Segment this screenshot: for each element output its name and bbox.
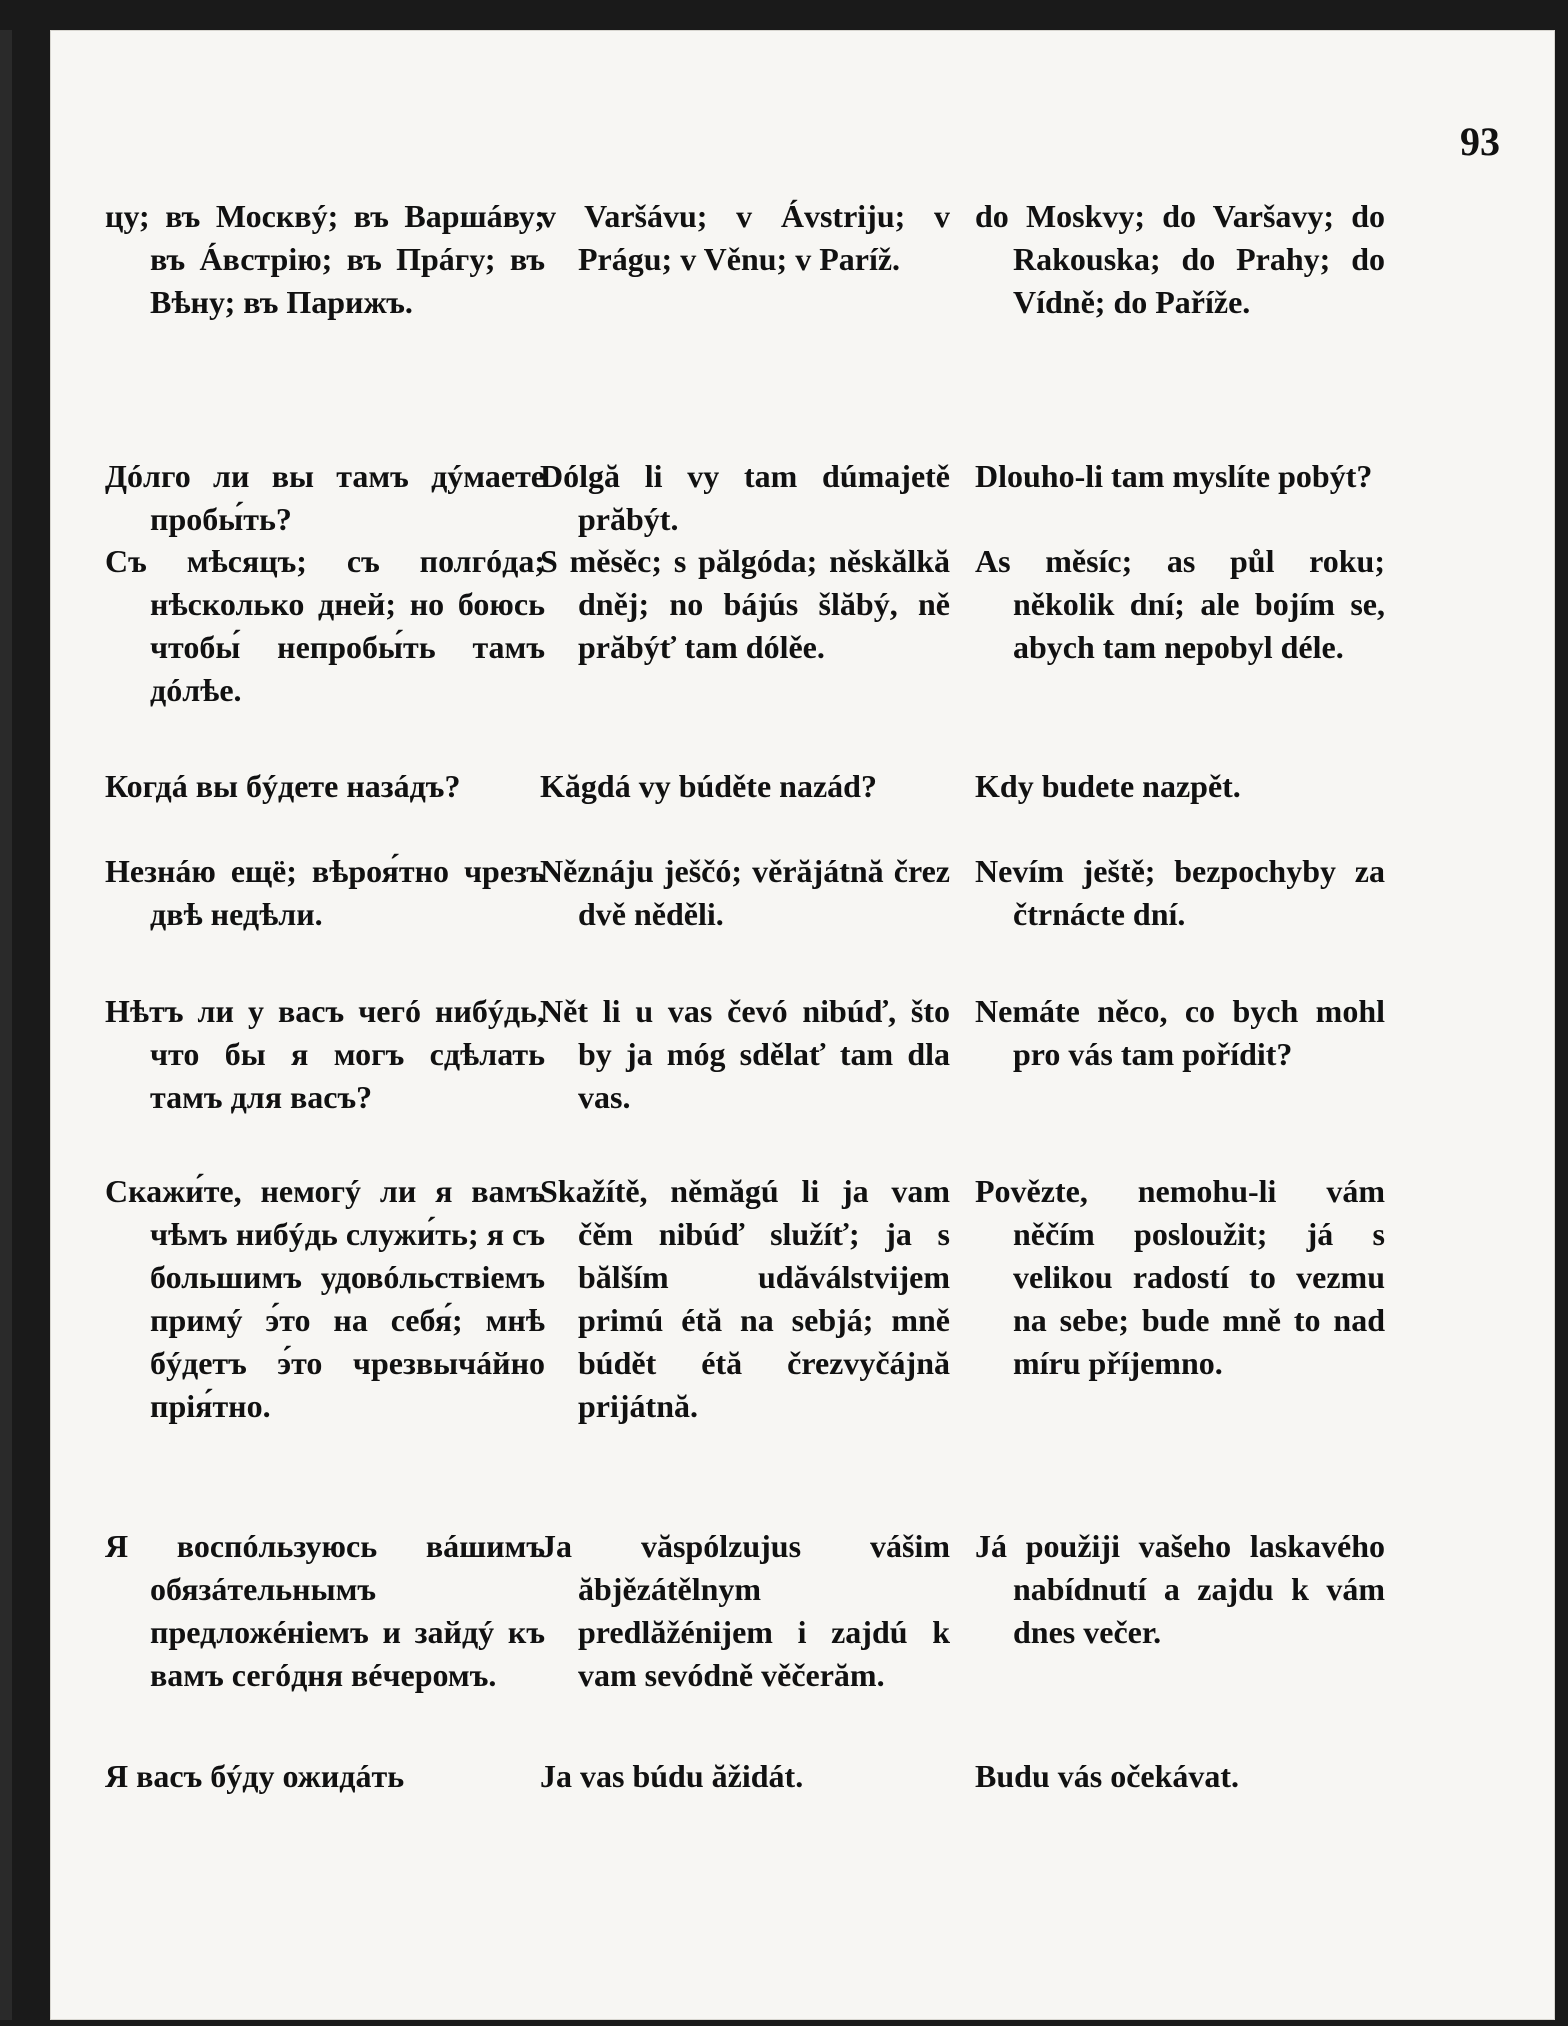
czech-phrase: Dlouho-li tam myslíte pobýt? bbox=[975, 458, 1373, 494]
transliterated-phrase: Něznáju ješčó; věrăjátnă črez dvě něděli. bbox=[540, 853, 950, 932]
transliterated-phrase: v Varšávu; v Ávstriju; v Prágu; v Věnu; v Paríž. bbox=[540, 198, 950, 277]
transliterated-phrase: Kăgdá vy búděte nazád? bbox=[540, 768, 877, 804]
scan-edge bbox=[0, 30, 12, 2020]
russian-phrase: Нѣтъ ли у васъ чегó нибýдь, что бы я могъ сдѣлать тамъ для васъ? bbox=[105, 993, 545, 1115]
russian-phrase: Незнáю ещё; вѣроя́тно чрезъ двѣ недѣли. bbox=[105, 853, 545, 932]
czech-phrase: do Moskvy; do Varšavy; do Rakouska; do Prahy; do Vídně; do Paříže. bbox=[975, 198, 1385, 320]
russian-phrase: Я воспóльзуюсь вáшимъ обязáтельнымъ предложéніемъ и зайдý къ вамъ сегóдня вéчеромъ. bbox=[105, 1528, 545, 1693]
transliterated-phrase: Skažítě, němăgú li ja vam čěm nibúď služíť; ja s bălším udăválstvijem primú étă na sebjá; mně búdět étă črezvyčájnă prijátnă. bbox=[540, 1173, 950, 1424]
czech-phrase: Já použiji vašeho laskavého nabídnutí a zajdu k vám dnes večer. bbox=[975, 1528, 1385, 1650]
russian-phrase: Я васъ бýду ожидáть bbox=[105, 1758, 405, 1794]
book-page bbox=[50, 30, 1555, 2020]
transliterated-phrase: S měsěc; s pălgóda; něskălkă dněj; no bájús šlăbý, ně prăbýť tam dólěe. bbox=[540, 543, 950, 665]
page-number: 93 bbox=[1460, 119, 1500, 164]
russian-phrase: Скажи́те, немогý ли я вамъ чѣмъ нибýдь служи́ть; я съ большимъ удовóльствіемъ примý э́то на себя́; мнѣ бýдетъ э́то чрезвычáйно прія́тно. bbox=[105, 1173, 545, 1424]
transliterated-phrase: Dólgă li vy tam dúmajetě prăbýt. bbox=[540, 458, 950, 537]
czech-phrase: Kdy budete nazpět. bbox=[975, 768, 1241, 804]
russian-phrase: Дóлго ли вы тамъ дýмаете пробы́ть? bbox=[105, 458, 545, 537]
transliterated-phrase: Nět li u vas čevó nibúď, što by ja móg sdělať tam dla vas. bbox=[540, 993, 950, 1115]
czech-phrase: As měsíc; as půl roku; několik dní; ale bojím se, abych tam nepobyl déle. bbox=[975, 543, 1385, 665]
russian-phrase: Съ мѣсяцъ; съ полгóда; нѣсколько дней; но боюсь чтобы́ непробы́ть тамъ дóлѣе. bbox=[105, 543, 545, 708]
transliterated-phrase: Ja vas búdu ăžidát. bbox=[540, 1758, 804, 1794]
czech-phrase: Povězte, nemohu-li vám něčím posloužit; já s velikou radostí to vezmu na sebe; bude mně to nad míru příjemno. bbox=[975, 1173, 1385, 1381]
russian-phrase: Когдá вы бýдете назáдъ? bbox=[105, 768, 461, 804]
czech-phrase: Nevím ještě; bezpochyby za čtrnácte dní. bbox=[975, 853, 1385, 932]
czech-phrase: Budu vás očekávat. bbox=[975, 1758, 1240, 1794]
czech-phrase: Nemáte něco, co bych mohl pro vás tam pořídit? bbox=[975, 993, 1385, 1072]
transliterated-phrase: Ja văspólzujus vášim ăbjězátělnym predlăžénijem i zajdú k vam sevódně věčerăm. bbox=[540, 1528, 950, 1693]
russian-phrase: цу; въ Москвý; въ Варшáву; въ Áвстрію; въ Прáгу; въ Вѣну; въ Парижъ. bbox=[105, 198, 545, 320]
